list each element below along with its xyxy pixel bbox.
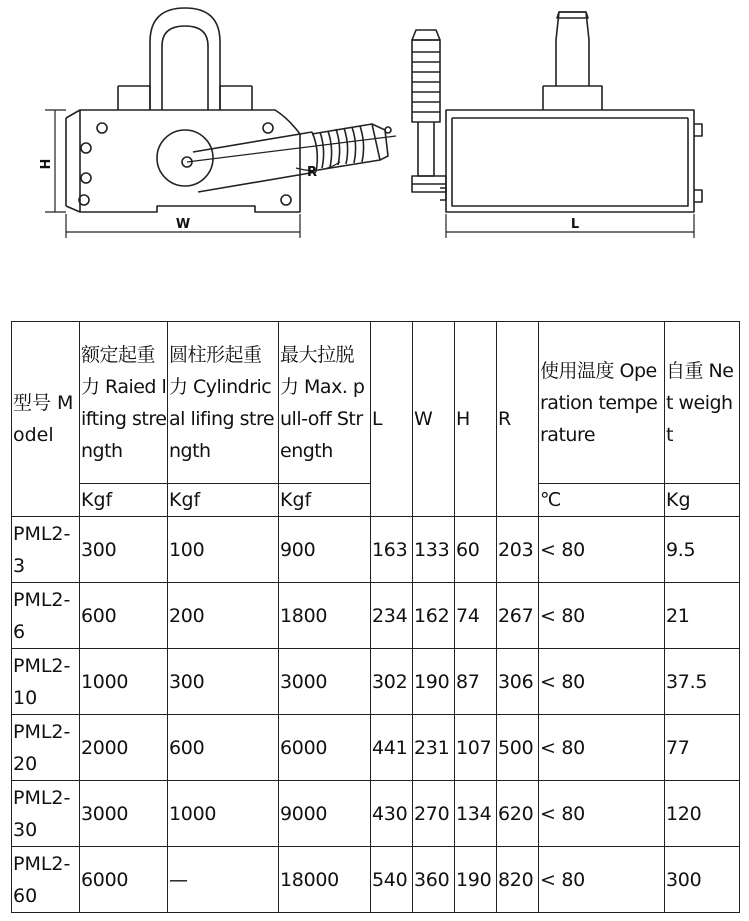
cell-temp: < 80 xyxy=(539,715,665,781)
front-view xyxy=(45,8,396,238)
table-row xyxy=(12,649,740,715)
table-row xyxy=(12,715,740,781)
spec-table xyxy=(11,321,740,913)
dim-W-label: W xyxy=(175,217,191,232)
cell-L: 234 xyxy=(371,583,413,649)
cell-cyl: 100 xyxy=(168,517,279,583)
cell-weight: 120 xyxy=(665,781,740,847)
table-row xyxy=(12,781,740,847)
side-view xyxy=(412,12,702,238)
cell-H: 134 xyxy=(455,781,497,847)
header-model: 型号 Model xyxy=(12,322,80,517)
dim-L-label: L xyxy=(570,217,580,232)
header-H: H xyxy=(455,322,497,517)
cell-R: 267 xyxy=(497,583,539,649)
cell-W: 190 xyxy=(413,649,455,715)
header-row xyxy=(12,322,740,484)
cell-W: 162 xyxy=(413,583,455,649)
cell-cyl: 300 xyxy=(168,649,279,715)
cell-W: 270 xyxy=(413,781,455,847)
cell-L: 163 xyxy=(371,517,413,583)
cell-L: 430 xyxy=(371,781,413,847)
header-pulloff: 最大拉脱力 Max. pull-off Strength xyxy=(279,322,371,484)
cell-H: 74 xyxy=(455,583,497,649)
table-row xyxy=(12,517,740,583)
header-rated: 额定起重力 Raied lifting strength xyxy=(80,322,168,484)
cell-temp: < 80 xyxy=(539,517,665,583)
cell-L: 302 xyxy=(371,649,413,715)
cell-W: 360 xyxy=(413,847,455,913)
cell-cyl: — xyxy=(168,847,279,913)
cell-rated: 6000 xyxy=(80,847,168,913)
cell-model: PML2-30 xyxy=(12,781,80,847)
cell-model: PML2-20 xyxy=(12,715,80,781)
cell-H: 190 xyxy=(455,847,497,913)
cell-cyl: 600 xyxy=(168,715,279,781)
header-temp: 使用温度 Operation temperature xyxy=(539,322,665,484)
unit-temp: ℃ xyxy=(539,484,665,517)
cell-R: 500 xyxy=(497,715,539,781)
header-L: L xyxy=(371,322,413,517)
cell-H: 107 xyxy=(455,715,497,781)
dim-R-label: R xyxy=(306,165,318,180)
cell-pull: 9000 xyxy=(279,781,371,847)
handle-grip xyxy=(312,124,391,170)
cell-pull: 6000 xyxy=(279,715,371,781)
cell-pull: 3000 xyxy=(279,649,371,715)
cell-rated: 2000 xyxy=(80,715,168,781)
cell-weight: 21 xyxy=(665,583,740,649)
technical-drawing xyxy=(0,0,749,260)
cell-H: 87 xyxy=(455,649,497,715)
cell-cyl: 200 xyxy=(168,583,279,649)
cell-pull: 18000 xyxy=(279,847,371,913)
cell-W: 133 xyxy=(413,517,455,583)
cell-weight: 300 xyxy=(665,847,740,913)
cell-weight: 9.5 xyxy=(665,517,740,583)
cell-R: 306 xyxy=(497,649,539,715)
cell-R: 620 xyxy=(497,781,539,847)
cell-temp: < 80 xyxy=(539,847,665,913)
cell-model: PML2-3 xyxy=(12,517,80,583)
cell-temp: < 80 xyxy=(539,649,665,715)
cell-model: PML2-6 xyxy=(12,583,80,649)
cell-W: 231 xyxy=(413,715,455,781)
header-weight: 自重 Net weight xyxy=(665,322,740,484)
cell-weight: 77 xyxy=(665,715,740,781)
unit-rated: Kgf xyxy=(80,484,168,517)
cell-pull: 1800 xyxy=(279,583,371,649)
header-W: W xyxy=(413,322,455,517)
cell-temp: < 80 xyxy=(539,781,665,847)
cell-temp: < 80 xyxy=(539,583,665,649)
cell-R: 203 xyxy=(497,517,539,583)
dim-H-label: H xyxy=(39,158,54,170)
table-row xyxy=(12,583,740,649)
cell-L: 540 xyxy=(371,847,413,913)
cell-L: 441 xyxy=(371,715,413,781)
cell-model: PML2-60 xyxy=(12,847,80,913)
unit-weight: Kg xyxy=(665,484,740,517)
table-row xyxy=(12,847,740,913)
cell-model: PML2-10 xyxy=(12,649,80,715)
header-R: R xyxy=(497,322,539,517)
cell-R: 820 xyxy=(497,847,539,913)
cell-rated: 3000 xyxy=(80,781,168,847)
unit-pulloff: Kgf xyxy=(279,484,371,517)
cell-rated: 300 xyxy=(80,517,168,583)
unit-cylindrical: Kgf xyxy=(168,484,279,517)
header-cylindrical: 圆柱形起重力 Cylindrical lifing strength xyxy=(168,322,279,484)
cell-weight: 37.5 xyxy=(665,649,740,715)
cell-cyl: 1000 xyxy=(168,781,279,847)
cell-H: 60 xyxy=(455,517,497,583)
cell-pull: 900 xyxy=(279,517,371,583)
cell-rated: 1000 xyxy=(80,649,168,715)
cell-rated: 600 xyxy=(80,583,168,649)
